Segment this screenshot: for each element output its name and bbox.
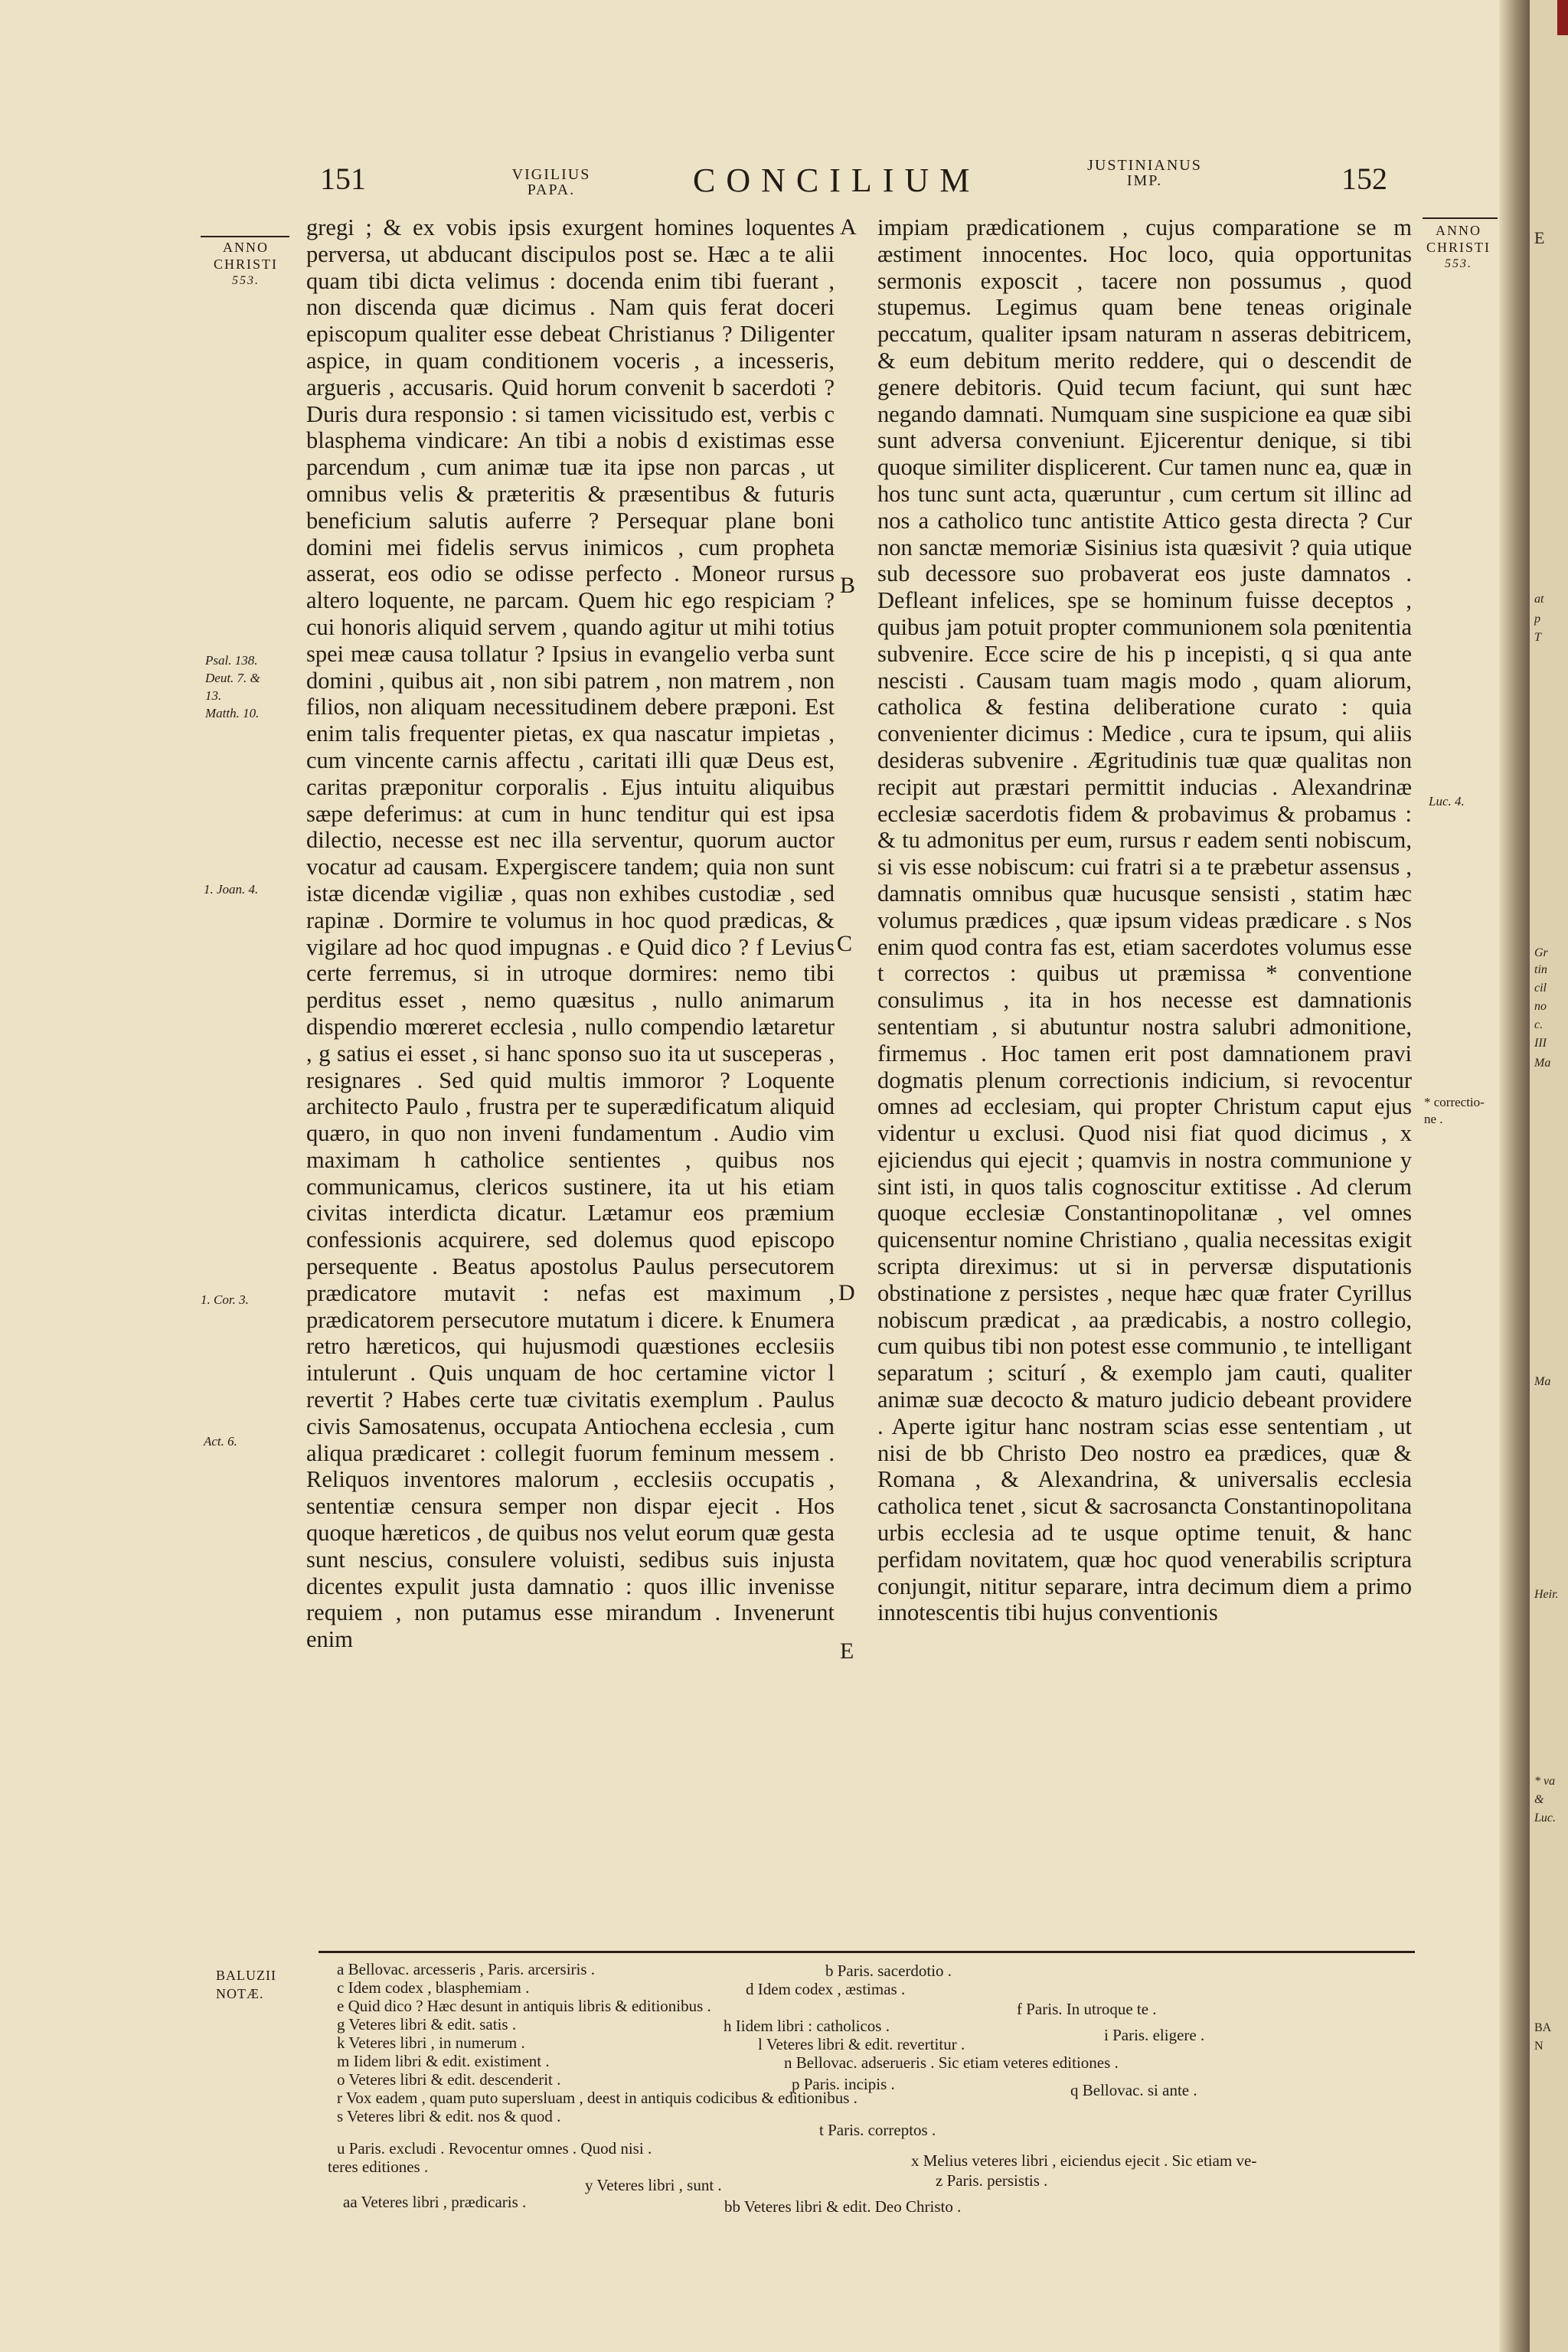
- next-page-fragment: Heir.: [1534, 1588, 1559, 1601]
- footnotes-heading-line1: BALUZII: [216, 1968, 276, 1983]
- next-page-fragment: Ma: [1534, 1375, 1551, 1388]
- anno-right-year: 553.: [1445, 257, 1472, 270]
- footnotes-heading: [216, 1966, 276, 2003]
- margin-ref-deut: Deut. 7. &: [205, 671, 260, 685]
- section-letter-c: C: [837, 931, 853, 956]
- anno-christi-left: [198, 239, 294, 289]
- running-head-left-line1: VIGILIUS: [511, 166, 591, 183]
- page-number-left: 151: [320, 162, 366, 196]
- section-letter-d: D: [838, 1280, 855, 1305]
- footnote-h: h Iidem libri : catholicos .: [724, 2017, 890, 2035]
- footnote-y: y Veteres libri , sunt .: [585, 2176, 722, 2194]
- footnote-a: a Bellovac. arcesseris , Paris. arcersiris .: [337, 1960, 596, 1978]
- footnote-r: r Vox eadem , quam puto supersluam , deest in antiquis codicibus & editionibus .: [337, 2089, 858, 2107]
- footnote-rule: [318, 1951, 1415, 1953]
- footnote-bb: bb Veteres libri & edit. Deo Christo .: [724, 2197, 962, 2216]
- footnote-e: e Quid dico ? Hæc desunt in antiquis libris & editionibus .: [337, 1997, 711, 2015]
- red-page-tab: [1557, 0, 1568, 35]
- next-page-letter: E: [1534, 228, 1545, 247]
- section-letter-b: B: [840, 573, 856, 598]
- margin-ref-act: Act. 6.: [204, 1434, 237, 1449]
- footnote-z: z Paris. persistis .: [936, 2171, 1048, 2190]
- anno-left-line2: CHRISTI: [213, 256, 278, 272]
- footnote-o: o Veteres libri & edit. descenderit .: [337, 2070, 561, 2089]
- section-letter-a: A: [840, 214, 857, 240]
- footnote-b: b Paris. sacerdotio .: [825, 1962, 952, 1980]
- margin-ref-luc: Luc. 4.: [1429, 794, 1465, 808]
- footnote-k: k Veteres libri , in numerum .: [337, 2034, 525, 2052]
- next-page-edge: [1530, 0, 1568, 2352]
- margin-ref-deut-13: 13.: [205, 688, 222, 703]
- anno-christi-right: [1418, 222, 1499, 273]
- next-page-fragment: N: [1534, 2040, 1544, 2053]
- footnote-i: i Paris. eligere .: [1104, 2026, 1205, 2044]
- running-head-left: [505, 167, 597, 198]
- margin-note-correctione: * correctio-: [1424, 1095, 1485, 1109]
- running-head-right-line2: IMP.: [1126, 172, 1163, 189]
- running-head-right: [1064, 158, 1225, 188]
- footnote-d: d Idem codex , æstimas .: [746, 1980, 906, 1998]
- running-head-right-line1: JUSTINIANUS: [1087, 157, 1202, 174]
- text-column-left: [306, 214, 835, 1653]
- next-page-fragment: p: [1534, 612, 1540, 626]
- margin-ref-joan: 1. Joan. 4.: [204, 882, 259, 897]
- next-page-fragment: III: [1534, 1037, 1547, 1050]
- anno-rule-left: [201, 236, 289, 237]
- footnote-p: p Paris. incipis .: [792, 2075, 895, 2093]
- next-page-fragment: BA: [1534, 2021, 1552, 2034]
- next-page-fragment: &: [1534, 1793, 1544, 1806]
- footnote-q: q Bellovac. si ante .: [1070, 2081, 1197, 2099]
- footnote-aa: aa Veteres libri , prædicaris .: [343, 2193, 527, 2211]
- next-page-fragment: T: [1534, 631, 1541, 644]
- next-page-fragment: at: [1534, 593, 1544, 606]
- next-page-fragment: tin: [1534, 963, 1547, 976]
- footnote-f: f Paris. In utroque te .: [1017, 2000, 1157, 2018]
- next-page-fragment: cil: [1534, 982, 1547, 995]
- next-page-fragment: c.: [1534, 1018, 1544, 1031]
- anno-right-line1: ANNO: [1436, 223, 1481, 238]
- footnote-x: x Melius veteres libri , eiciendus ejecit . Sic etiam ve-: [911, 2151, 1257, 2170]
- footnote-t: t Paris. correptos .: [819, 2121, 936, 2139]
- running-head-left-line2: PAPA.: [527, 181, 576, 198]
- next-page-fragment: Luc.: [1534, 1811, 1556, 1824]
- next-page-fragment: Gr: [1534, 946, 1548, 959]
- section-letter-e: E: [840, 1638, 854, 1664]
- footnote-n: n Bellovac. adserueris . Sic etiam veteres editiones .: [784, 2053, 1119, 2072]
- next-page-fragment: * va: [1534, 1775, 1556, 1788]
- page-number-right: 152: [1341, 162, 1387, 196]
- margin-ref-matth: Matth. 10.: [205, 706, 260, 720]
- anno-rule-right: [1423, 217, 1498, 219]
- next-page-fragment: Ma: [1534, 1057, 1551, 1070]
- footnote-c: c Idem codex , blasphemiam .: [337, 1978, 530, 1997]
- margin-ref-psalm: Psal. 138.: [205, 653, 258, 668]
- footnote-u: u Paris. excludi . Revocentur omnes . Quod nisi .: [337, 2139, 652, 2158]
- anno-left-line1: ANNO: [223, 240, 269, 255]
- left-column-text: gregi ; & ex vobis ipsis exurgent homines loquentes perversa, ut abducant discipulos post se. Hæc a te alii quam tibi dicta velimus : docenda enim tibi fuerant , non discenda quæ dicimus . Nam quis ferat doceri episcopum qualiter esse debeat Christianus ? Diligenter aspice, in quam conditionem voceris , a incesseris, argueris , accusaris. Quid horum convenit b sacerdoti ? Duris dura responsio : si tamen vicissitudo est, verbis c blasphema vindicare: An tibi a nobis d existimas esse parcendum , cum animæ tuæ ita ipse non parcas , ut omnibus velis & præteritis & præsentibus & futuris beneficium salutis auferre ? Persequar plane boni domini mei fidelis servus inimicos , cum propheta asserat, eos odio se odisse perfecto . Moneor rursus altero loquente, ne parcam. Quem hic ego respiciam ? cui honoris aliquid servem , quando agitur ut mihi totius spei meæ causa tollatur ? Ipsius in evangelio verba sunt domini , quibus ait , non sibi patrem , non matrem , non filios, non aliquam necessitudinem debere præponi. Est enim talis frequenter pietas, ex qua nascatur impietas , cum vincente carnis affectu , caritati illi quæ Deus est, caritas præponitur corporalis . Ejus intuitu aliquibus sæpe deferimus: at cum in hunc tenditur qui est ipsa dilectio, necesse est nec illa serventur, quorum auctor vocatur ad causam. Expergiscere tandem; quia non sunt istæ dicendæ vigiliæ , quas non exhibes custodiæ , sed rapinæ . Dormire te volumus in hoc quod prædicas, & vigilare ad hoc quod impugnas . e Quid dico ? f Levius certe ferremus, si in utroque dormires: nemo tibi perditus esset , nemo quæsitus , nullo animarum dispendio mœreret ecclesia , nullo compendio lætaretur , g satius ei esset , si hanc sponso suo ita ut susceperas , resignares . Sed quid multis immoror ? Loquente architecto Paulo , frustra per te superædificatum aliquid quæro, in quo non inveni fundamentum . Audio vim maximam h catholice sentientes , quibus nos communicamus, clericos sustinere, ita ut his etiam civitas interdicta dicatur. Lætamur eos præmium confessionis acquirere, sed dolemus quod episcopo persequente . Beatus apostolus Paulus persecutorem prædicatore mutavit : nefas est maximum , prædicatorem persecutore mutatum i dicere. k Enumera retro hæreticos, qui hujusmodi quæstiones ecclesiis intulerunt . Quis unquam de hoc certamine victor l revertit ? Habes certe tuæ civitatis exemplum . Paulus civis Samosatenus, occupata Antiochena ecclesia , cum aliqua prædicaret : collegit fuorum feminum messem . Reliquos inventores malorum , ecclesiis occupatis , sententiæ censura semper non dispar ejecit . Hos quoque hæreticos , de quibus nos velut eorum quæ gesta sunt nescius, consulere voluisti, sedibus suis injusta dicentes expulit justa damnatio : quos illic invenisse requiem , non putamus esse mirandum . Invenerunt enim: [306, 214, 835, 1653]
- next-page-fragment: no: [1534, 1000, 1547, 1013]
- footnote-m: m Iidem libri & edit. existiment .: [337, 2052, 550, 2070]
- text-column-right: [877, 214, 1412, 1626]
- footnote-x-continued: teres editiones .: [328, 2158, 429, 2176]
- anno-left-year: 553.: [232, 274, 260, 287]
- footnote-l: l Veteres libri & edit. revertitur .: [758, 2035, 965, 2053]
- anno-right-line2: CHRISTI: [1426, 240, 1491, 255]
- margin-note-correctione-2: ne .: [1424, 1112, 1443, 1126]
- right-column-text: impiam prædicationem , cujus comparatione se m æstiment innocentes. Hoc loco, quia opportunitas sermonis exposcit , tacere non possumus , quod stupemus. Legimus quam bene teneas originale peccatum, qualiter ipsam naturam n asseras debitricem, & eum debitum merito reddere, qui o descendit de genere debitoris. Quid tecum faciunt, qui sunt hæc negando damnati. Numquam sine suspicione ea quæ sibi sunt adversa conveniunt. Ejicerentur denique, si tibi quoque similiter displicerent. Cur tamen nunc ea, quæ in hos tunc sunt acta, quæruntur , cum certum sit illinc ad nos a catholico tunc antistite Attico gesta directa ? Cur non sanctæ memoriæ Sisinius ista quæsivit ? quia utique sub decessore suo probaverat eos juste damnatos . Defleant infelices, spe se hominum fuisse deceptos , quibus jam potuit propter communionem sola pœnitentia subvenire. Ecce scire de his p incepisti, q si qua ante nescisti . Causam tuam magis modo , quam aliorum, catholica & festina deliberatione curato : quia convenienter dicimus : Medice , cura te ipsum, qui aliis desideras subvenire . Ægritudinis tuæ quæ qualitas non recipit aut præstari permittit inducias . Alexandrinæ ecclesiæ sacerdotis fidem & probavimus & probamus : & tu admonitus per eum, rursus r eadem senti nobiscum, si vis esse nobiscum: cui fratri si a te præbetur assensus , damnatis omnibus quæ hucusque sensisti , statim hæc volumus prædices , quæ ipsum videas prædicare . s Nos enim quod contra fas est, etiam sacerdotes volumus esse t correctos : quibus ut præmissa * conventione consulimus , ita in hos necesse est damnationis sententiam , si abutuntur nostra salubri admonitione, firmemus . Hoc tamen erit post damnationem pravi dogmatis plenum correctionis indicium, si revocentur omnes ad ecclesiam, qui propter Christum caput ejus videntur u exclusi. Quod nisi fiat quod dicimus , x ejiciendus qui ejecit ; quamvis in nostra communione y sint isti, in quos talis cognoscitur extitisse . Ad clerum quoque ecclesiæ Constantinopolitanæ , vel omnes quicensentur nomine Christiano , qualia necessitas exigit scripta direximus: ut si in perversæ disputationis obstinatione z persistes , neque hæc quæ frater Cyrillus nobiscum prædicat , aa prædicabis, a nostro collegio, cum quibus tibi non potest esse communio , te intelligant separatum ; sciturí , & exemplo jam cauti, qualiter animæ suæ decocto & maturo judicio debeant providere . Aperte igitur hanc nostram scias esse sententiam , ut nisi de bb Christo Deo nostro ea prædices, quæ & Romana , & Alexandrina, & universalis ecclesia catholica tenet , sicut & sacrosancta Constantinopolitana urbis ecclesia ad te usque optime tenuit, & hanc perfidam novitatem, quæ hoc quod venerabilis scriptura conjungit, nititur separare, intra decimum diem a primo innotescentis tibi hujus conventionis: [877, 214, 1412, 1626]
- footnotes-heading-line2: NOTÆ.: [216, 1986, 264, 2001]
- footnote-g: g Veteres libri & edit. satis .: [337, 2015, 517, 2034]
- book-gutter: [1499, 0, 1530, 2352]
- footnote-s: s Veteres libri & edit. nos & quod .: [337, 2107, 561, 2125]
- page-title: CONCILIUM: [693, 162, 981, 199]
- margin-ref-cor: 1. Cor. 3.: [201, 1292, 249, 1307]
